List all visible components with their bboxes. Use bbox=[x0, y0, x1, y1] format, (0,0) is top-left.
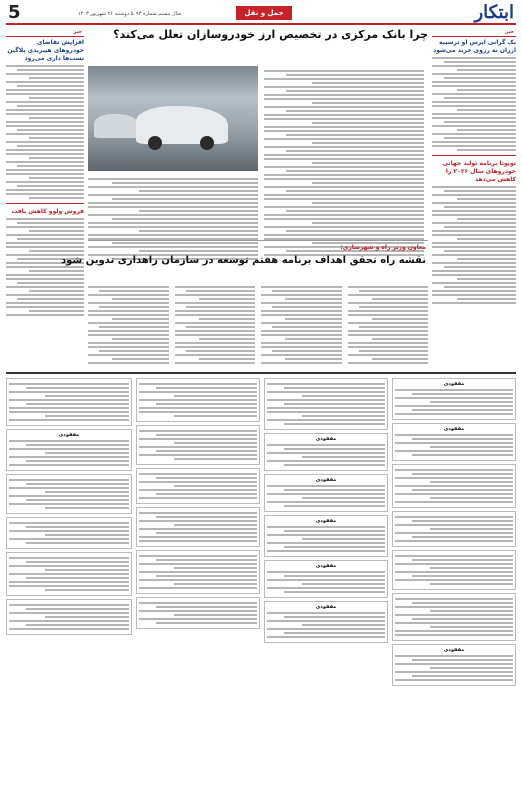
sub-story-kicker: معاون وزیر راه و شهرسازی: bbox=[340, 244, 426, 251]
right-story1-body bbox=[432, 57, 516, 151]
ads-column-2 bbox=[264, 378, 388, 790]
ad-notice bbox=[6, 429, 132, 471]
ad-label: مفقودی bbox=[315, 563, 337, 569]
right-story1-title: یک گرانی اپرس او ترسیبه ازران نه رزوی خرید می‌شود bbox=[433, 39, 516, 54]
ad-label: مفقودی bbox=[443, 647, 465, 653]
ad-notice bbox=[392, 550, 516, 590]
ad-notice bbox=[6, 378, 132, 426]
ads-column-1 bbox=[392, 378, 516, 790]
ad-label: مفقودی bbox=[58, 432, 80, 438]
ad-notice bbox=[136, 425, 260, 465]
ad-label: مفقودی bbox=[443, 381, 465, 387]
sub-story-headline: نقشه راه تحقق اهداف برنامه هفتم توسعه در سازمان راهداری تدوین شود bbox=[61, 255, 426, 266]
ad-notice bbox=[392, 464, 516, 508]
ad-notice bbox=[6, 517, 132, 549]
left-news-column bbox=[6, 28, 84, 367]
ad-notice bbox=[264, 601, 388, 643]
ad-label: مفقودی bbox=[315, 477, 337, 483]
right-story2-title: تویوتا برنامه تولید جهانی خودروهای سال ۲۰۲۶ را کاهش می‌دهد bbox=[442, 160, 516, 183]
ad-label: مفقودی bbox=[315, 518, 337, 524]
ads-column-3 bbox=[136, 378, 260, 790]
ad-notice bbox=[6, 599, 132, 635]
ad-notice bbox=[6, 474, 132, 514]
page-number: 5 bbox=[8, 2, 21, 23]
right-news-column bbox=[432, 28, 516, 367]
main-story-body-right bbox=[264, 68, 424, 258]
left-story1-title: افزایش تقاضای خودروهای هیبریدی پلاگین تست‌ها داری می‌رود bbox=[7, 39, 84, 62]
ad-notice bbox=[392, 511, 516, 547]
left-column-label: خبر bbox=[6, 28, 84, 37]
section-tab: حمل و نقل bbox=[236, 6, 292, 20]
ad-notice bbox=[136, 507, 260, 547]
left-story1-body bbox=[6, 65, 84, 199]
ad-notice bbox=[264, 474, 388, 512]
ad-notice bbox=[392, 644, 516, 686]
left-story2-title: فروش ولوو کاهش یافت bbox=[11, 208, 84, 215]
ads-column-4 bbox=[6, 378, 132, 790]
ad-label: مفقودی bbox=[443, 426, 465, 432]
ad-notice bbox=[6, 552, 132, 596]
ad-label: مفقودی bbox=[315, 604, 337, 610]
ad-label: مفقودی bbox=[315, 436, 337, 442]
ad-notice bbox=[136, 597, 260, 629]
right-story2-body bbox=[432, 186, 516, 304]
ad-notice bbox=[264, 515, 388, 557]
ad-notice bbox=[392, 423, 516, 461]
ad-notice bbox=[136, 378, 260, 422]
ad-notice bbox=[264, 433, 388, 471]
ad-notice bbox=[264, 378, 388, 430]
factory-cars-photo bbox=[88, 66, 258, 171]
right-column-label: خبر bbox=[432, 28, 516, 37]
ad-notice bbox=[136, 468, 260, 504]
ad-notice bbox=[392, 378, 516, 420]
classified-ads bbox=[6, 372, 516, 792]
newspaper-logo: ابتکار bbox=[474, 2, 514, 23]
sub-story-header bbox=[61, 240, 428, 280]
left-story2-body bbox=[6, 218, 84, 316]
ad-notice bbox=[136, 550, 260, 594]
main-headline: چرا بانک مرکزی در تخصیص ارز خودروسازان تعلل می‌کند؟ bbox=[113, 28, 428, 41]
masthead bbox=[6, 3, 516, 25]
ad-notice bbox=[264, 560, 388, 598]
ad-notice bbox=[392, 593, 516, 641]
sub-story-body bbox=[88, 284, 428, 366]
issue-meta: سال بیستم شماره ۵۰۹۳ دوشنبه ۲۶ شهریور ۱۴۰۳ bbox=[78, 11, 182, 17]
